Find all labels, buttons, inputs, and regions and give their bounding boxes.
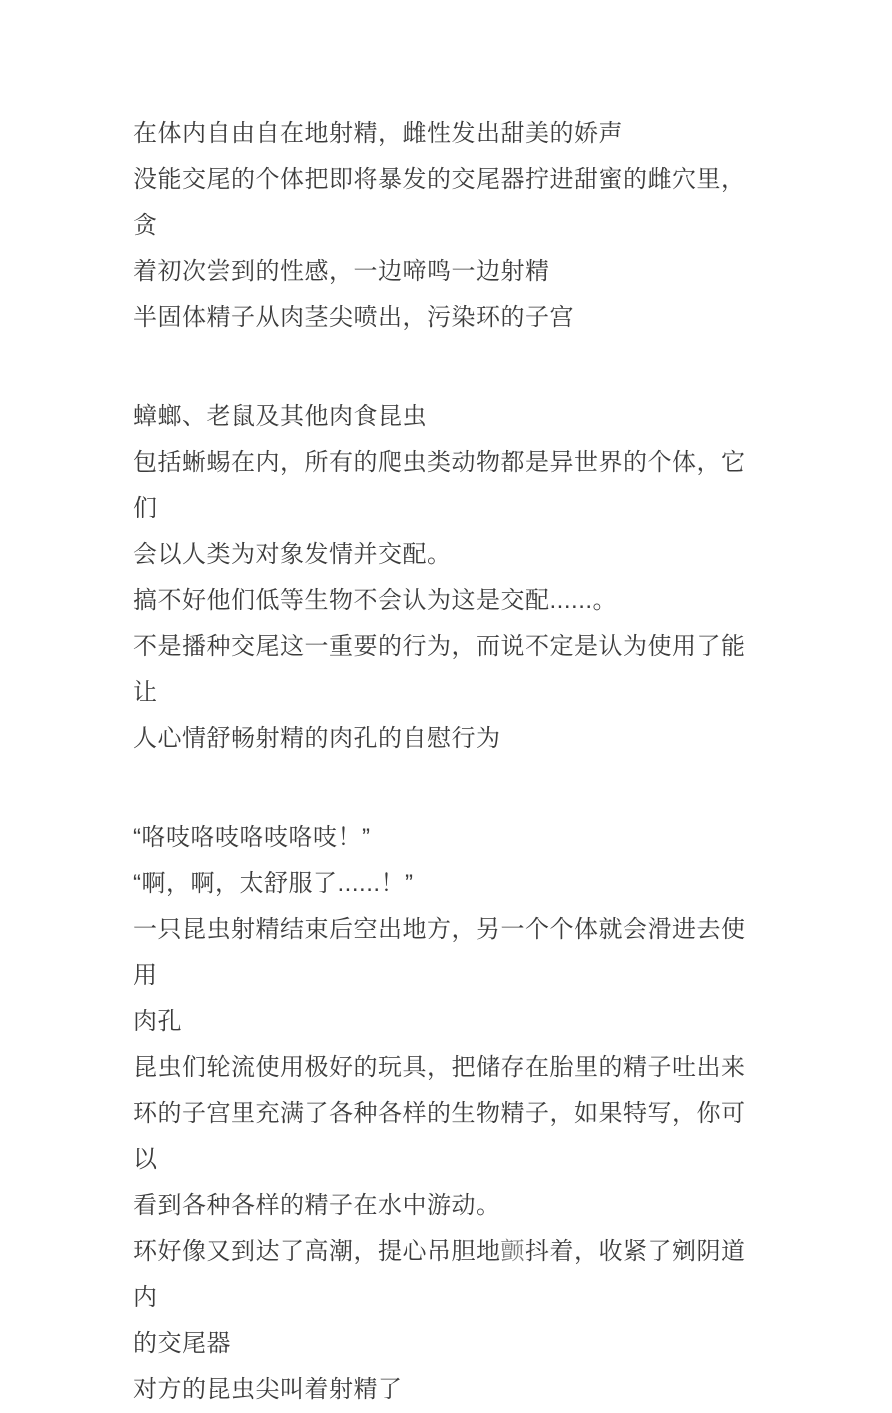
fallback-glyph: 颤 (500, 1238, 525, 1265)
paragraph-group (133, 111, 767, 341)
document-text-block (133, 111, 767, 1413)
blank-line (133, 762, 767, 815)
text-line: 肉孔 (133, 1008, 182, 1035)
text-line: 蟑螂、老鼠及其他肉食昆虫 (133, 403, 427, 430)
text-line: 对方的昆虫尖叫着射精了 (133, 1376, 403, 1403)
text-line: 看到各种各样的精子在水中游动。 (133, 1192, 501, 1219)
text-line: 一只昆虫射精结束后空出地方，另一个个体就会滑进去使用 (133, 916, 746, 989)
text-line: 环的子宫里充满了各种各样的生物精子，如果特写，你可以 (133, 1100, 746, 1173)
text-line: 包括蜥蜴在内，所有的爬虫类动物都是异世界的个体，它们 (133, 449, 746, 522)
text-line: 的交尾器 (133, 1330, 231, 1357)
text-line: 在体内自由自在地射精，雌性发出甜美的娇声 (133, 120, 623, 147)
text-line: 昆虫们轮流使用极好的玩具，把储存在胎里的精子吐出来 (133, 1054, 746, 1081)
text-line: 着初次尝到的性感，一边啼鸣一边射精 (133, 258, 550, 285)
text-line: 不是播种交尾这一重要的行为，而说不定是认为使用了能让 (133, 633, 746, 706)
blank-line (133, 341, 767, 394)
text-line: “咯吱咯吱咯吱咯吱！” (133, 824, 371, 851)
text-line: 没能交尾的个体把即将暴发的交尾器拧进甜蜜的雌穴里，贪 (133, 166, 746, 239)
text-line: “啊，啊，太舒服了......！” (133, 870, 414, 897)
text-line: 会以人类为对象发情并交配。 (133, 541, 452, 568)
text-line: 搞不好他们低等生物不会认为这是交配......。 (133, 587, 618, 614)
text-line: 半固体精子从肉茎尖喷出，污染环的子宫 (133, 304, 574, 331)
text-line: 人心情舒畅射精的肉孔的自慰行为 (133, 725, 501, 752)
paragraph-group (133, 394, 767, 762)
text-line: 环好像又到达了高潮，提心吊胆地颤抖着，收紧了剜阴道内 (133, 1238, 746, 1311)
paragraph-group (133, 815, 767, 1413)
